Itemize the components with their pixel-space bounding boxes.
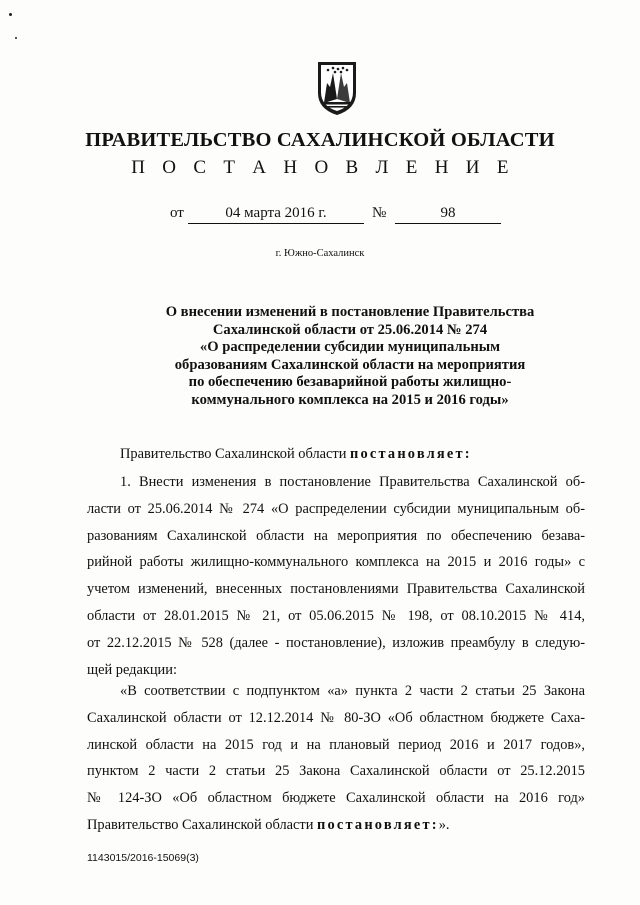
subject-line: образованиям Сахалинской области на мероприятия	[174, 356, 526, 373]
item-1	[87, 469, 585, 683]
subject-line: Сахалинской области от 25.06.2014 № 274	[212, 321, 488, 338]
subject-line: по обеспечению безаварийной работы жилищно-	[188, 374, 512, 391]
item-1-line: ласти от 25.06.2014 № 274 «О распределении субсидии муниципальным об-	[87, 500, 585, 517]
document-type: П О С Т А Н О В Л Е Н И Е	[131, 157, 515, 178]
organization-title: ПРАВИТЕЛЬСТВО САХАЛИНСКОЙ ОБЛАСТИ	[85, 129, 555, 151]
preamble	[87, 441, 585, 468]
quote-end-verb: постановляет:	[317, 816, 439, 833]
document-subject	[120, 304, 580, 410]
date-prefix: от	[170, 205, 184, 221]
quote-end-lead: Правительство Сахалинской области	[87, 816, 317, 833]
city: г. Южно-Сахалинск	[275, 248, 365, 259]
quote-end-tail: ».	[438, 816, 450, 833]
item-1-line: области от 28.01.2015 № 21, от 05.06.2015 № 198, от 08.10.2015 № 414,	[87, 607, 585, 624]
quoted-preamble	[87, 678, 585, 839]
number-prefix: №	[372, 205, 387, 221]
subject-line: коммунального комплекса на 2015 и 2016 годы»	[191, 391, 509, 408]
quote-end-line	[87, 812, 585, 839]
item-1-line: рийной работы жилищно-коммунального комплекса на 2015 и 2016 годы» с	[87, 554, 585, 571]
quote-line: линской области на 2015 год и на плановый период 2016 и 2017 годов»,	[87, 736, 585, 753]
preamble-line	[87, 441, 585, 468]
subject-line: «О распределении субсидии муниципальным	[199, 339, 501, 356]
quote-line: Сахалинской области от 12.12.2014 № 80-ЗО «Об областном бюджете Саха-	[87, 709, 585, 726]
quote-line: «В соответствии с подпунктом «а» пункта 2 части 2 статьи 25 Закона	[120, 683, 585, 699]
scan-speck	[9, 13, 12, 16]
scan-speck	[15, 37, 17, 39]
item-1-line: 1. Внести изменения в постановление Правительства Сахалинской об-	[120, 474, 585, 490]
quote-line: № 124-ЗО «Об областном бюджете Сахалинской области на 2016 год»	[87, 790, 585, 807]
document-date: 04 марта 2016 г.	[188, 205, 364, 224]
item-1-line: щей редакции:	[87, 661, 177, 678]
sakhalin-coat-of-arms-icon	[315, 59, 359, 117]
item-1-line: от 22.12.2015 № 528 (далее - постановление), изложив преамбулу в следую-	[87, 634, 585, 651]
subject-line: О внесении изменений в постановление Правительства	[165, 304, 535, 320]
item-1-line: разованиям Сахалинской области на мероприятия по обеспечению безава-	[87, 527, 585, 544]
quote-line: пунктом 2 части 2 статьи 25 Закона Сахалинской области от 25.12.2015	[87, 763, 585, 780]
date-number-line	[0, 205, 640, 227]
document-number: 98	[395, 205, 501, 224]
preamble-verb: постановляет:	[350, 446, 472, 462]
document-registration-code: 1143015/2016-15069(3)	[87, 852, 199, 864]
item-1-line: учетом изменений, внесенных постановлениями Правительства Сахалинской	[87, 581, 585, 598]
preamble-lead: Правительство Сахалинской области	[120, 446, 350, 462]
